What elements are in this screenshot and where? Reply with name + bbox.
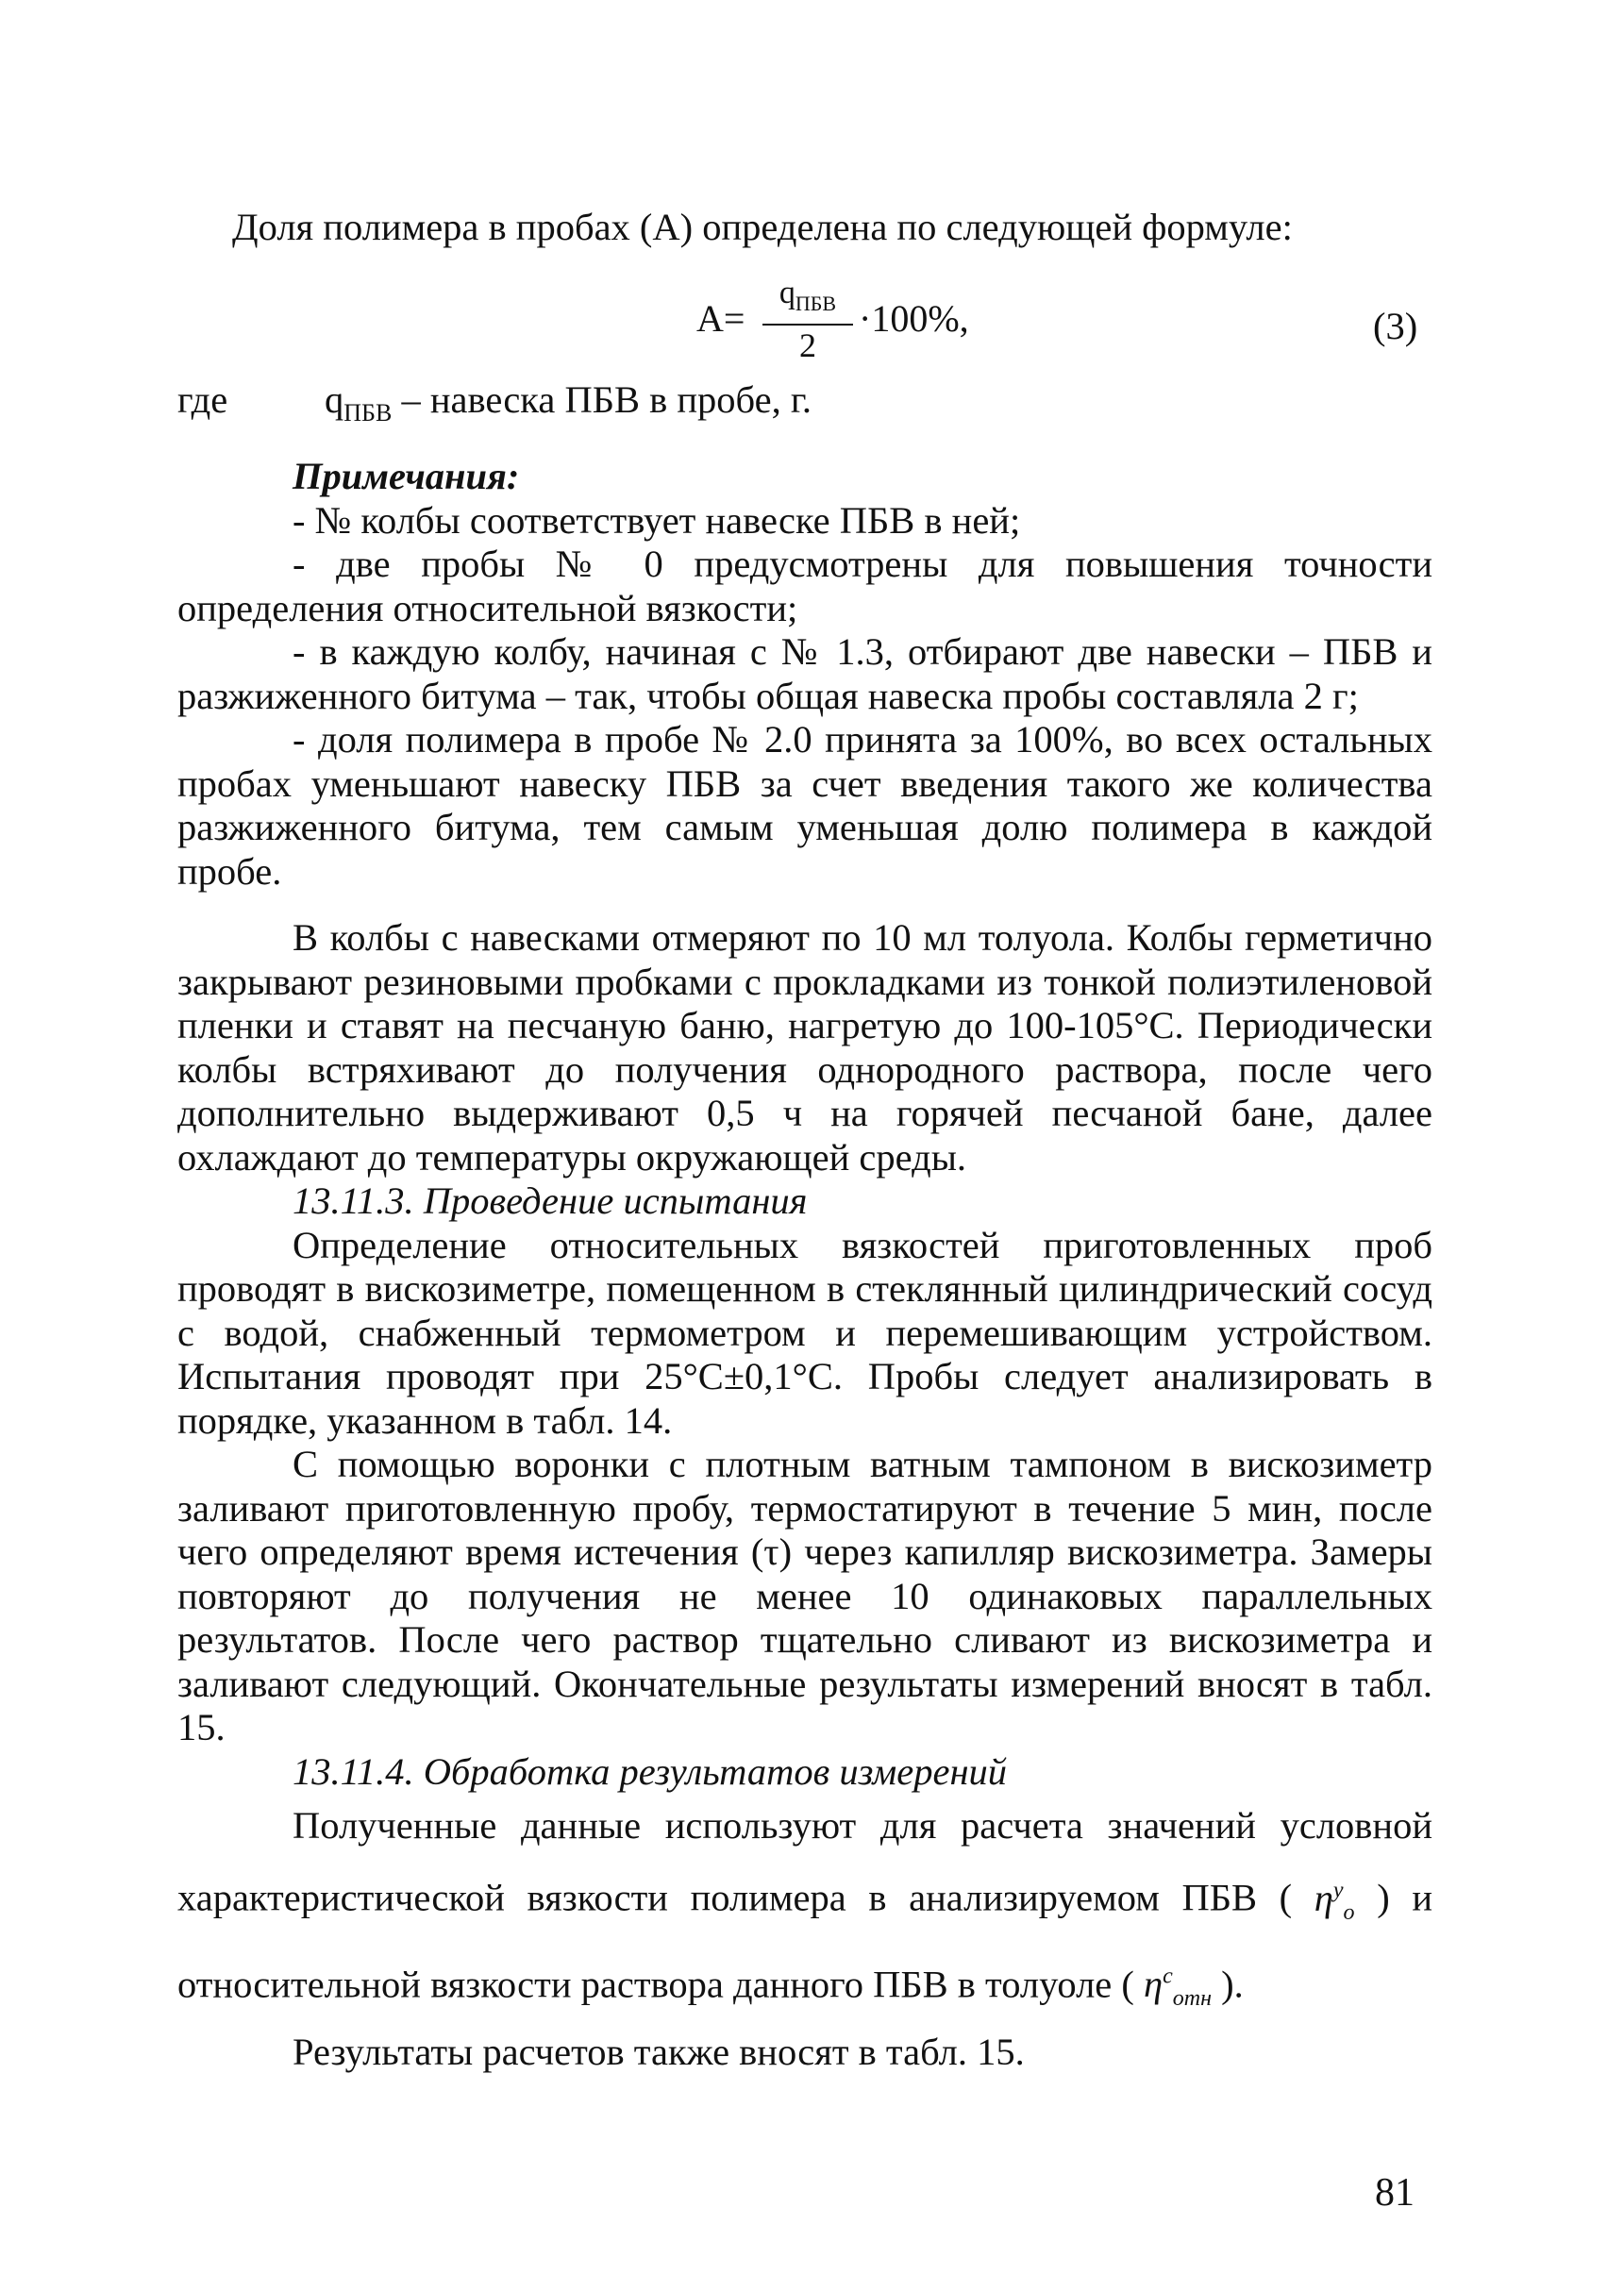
paragraph-test-1: Определение относительных вязкостей приготовленных проб проводят в вискозиметре, помещенном в стеклянный цилиндрический сосуд с водой, снабженный термометром и перемешивающим устройством. Испытания проводят при 25°С±0,1°С. Пробы следует анализировать в порядке, указанном в табл. 14. bbox=[177, 1223, 1432, 1442]
symbol-eta-conditional: $\eta^у_о$ bbox=[1314, 1876, 1355, 1925]
formula-numerator-sub: ПБВ bbox=[795, 291, 837, 315]
section-heading-13-11-4: 13.11.4. Обработка результатов измерений bbox=[293, 1749, 1008, 1793]
symbol-eta-relative: $\eta^с_{отн}$ bbox=[1144, 1963, 1213, 2012]
note-item-2: - две пробы № 0 предусмотрены для повышения точности определения относительной вязкости; bbox=[177, 543, 1432, 629]
formula-denominator: 2 bbox=[799, 326, 816, 364]
formula-numerator: $q_{ПБВ}$ bbox=[762, 276, 853, 326]
formula-rhs: ·100%, bbox=[859, 297, 969, 340]
note-item-4: - доля полимера в пробе № 2.0 принята за 100%, во всех остальных пробах уменьшают навеску ПБВ за счет введения такого же количества разжиженного битума, тем самым уменьшая долю полимера в каждой пробе. bbox=[177, 718, 1432, 893]
formula-lhs: А= bbox=[696, 297, 745, 340]
paragraph-test-2: С помощью воронки с плотным ватным тампоном в вискозиметр заливают приготовленную пробу, термостатируют в течение 5 мин, после чего определяют время истечения (τ) через капилляр вискозиметра. Замеры повторяют до получения не менее 10 одинаковых параллельных результатов. После чего раствор тщательно сливают из вискозиметра и заливают следующий. Окончательные результаты измерений вносят в табл. 15. bbox=[177, 1443, 1432, 1748]
where-label: где bbox=[177, 378, 228, 421]
paragraph-preparation: В колбы с навесками отмеряют по 10 мл толуола. Колбы герметично закрывают резиновыми пробками с прокладками из тонкой полиэтиленовой пленки и ставят на песчаную баню, нагретую до 100-105°С. Периодически колбы встряхивают до получения однородного раствора, после чего дополнительно выдерживают 0,5 ч на горячей песчаной бане, далее охлаждают до температуры окружающей среды. bbox=[177, 916, 1432, 1179]
page-number: 81 bbox=[1375, 2171, 1415, 2215]
body-text bbox=[177, 455, 1432, 2075]
section-heading-13-11-3: 13.11.3. Проведение испытания bbox=[293, 1179, 808, 1222]
intro-line: Доля полимера в пробах (А) определена по следующей формуле: bbox=[232, 206, 1293, 248]
paragraph-processing: Полученные данные используют для расчета значений условной характеристической вязкости полимера в анализируемом ПБВ ( $\eta^у_о$ ) и относительной вязкости раствора данного ПБВ в толуоле ( $\eta^с_{отн}$ ). bbox=[177, 1804, 1432, 2012]
paragraph-last: Результаты расчетов также вносят в табл. 15. bbox=[293, 2031, 1025, 2074]
where-line bbox=[177, 377, 812, 427]
notes-title: Примечания: bbox=[293, 455, 520, 497]
where-definition: $q_{ПБВ}$ – навеска ПБВ в пробе, г. bbox=[325, 378, 812, 427]
note-item-1: - № колбы соответствует навеске ПБВ в ней; bbox=[293, 498, 1021, 542]
formula-fraction bbox=[762, 276, 853, 365]
equation-number: (3) bbox=[1373, 305, 1418, 347]
note-item-3: - в каждую колбу, начиная с № 1.3, отбирают две навески – ПБВ и разжиженного битума – так, чтобы общая навеска пробы составляла 2 г; bbox=[177, 630, 1432, 717]
